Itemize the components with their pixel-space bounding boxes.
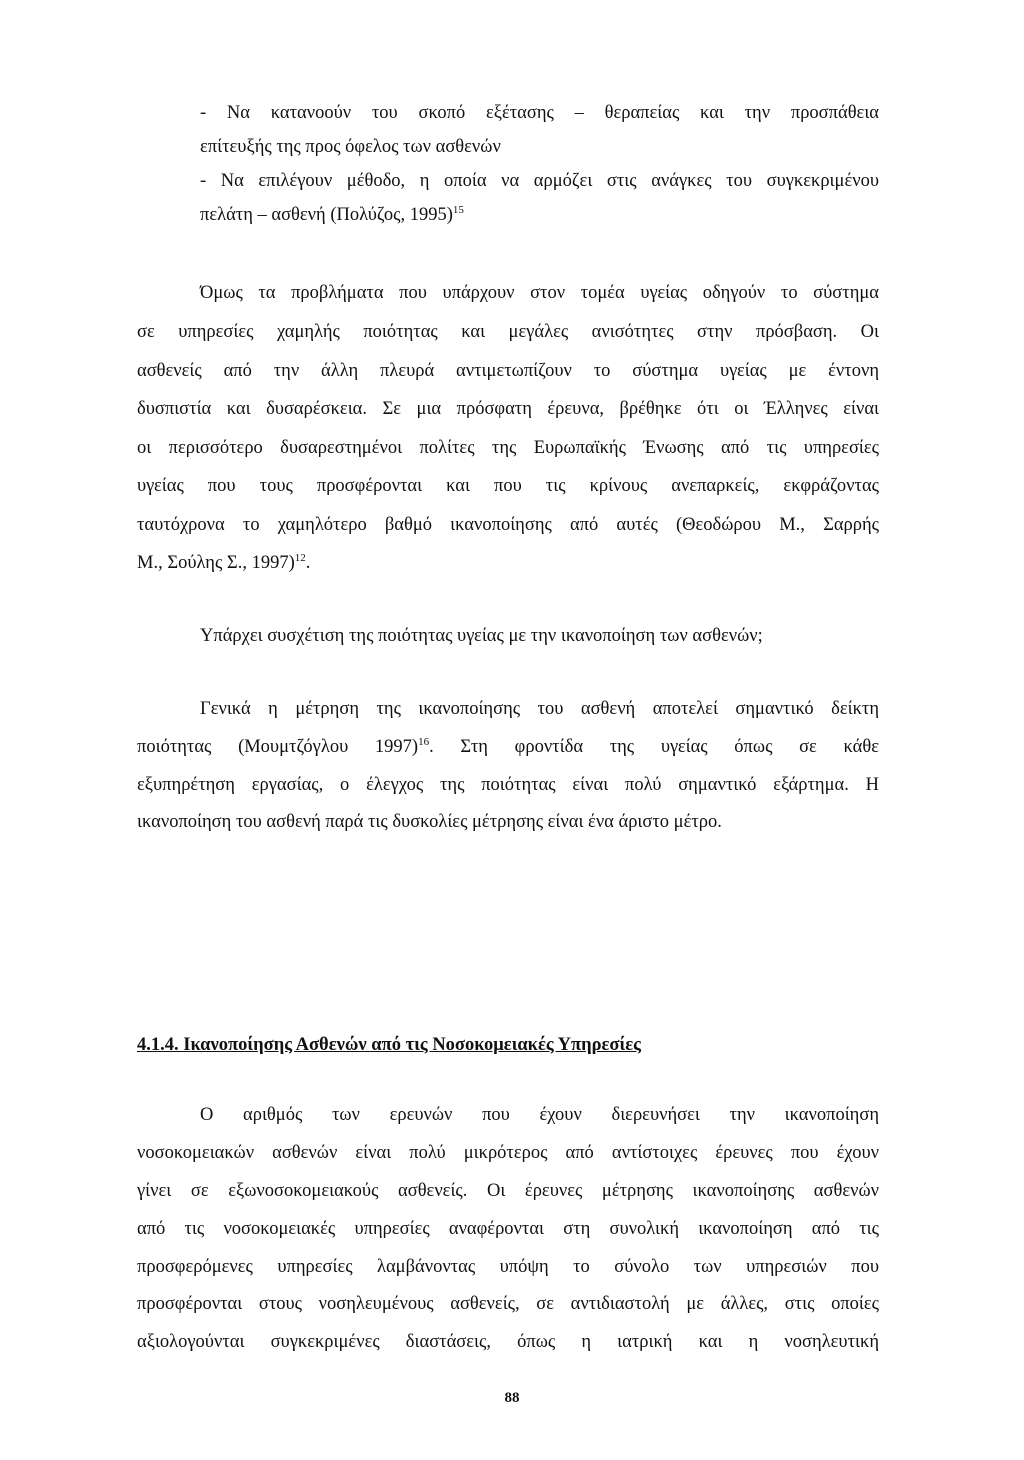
text-line: ταυτόχρονα το χαμηλότερο βαθμό ικανοποίησης από αυτές (Θεοδώρου Μ., Σαρρής (137, 515, 879, 535)
text-line: ασθενείς από την άλλη πλευρά αντιμετωπίζουν το σύστημα υγείας με έντονη (137, 361, 879, 381)
citation-superscript: 16 (418, 735, 430, 748)
text-line: Όμως τα προβλήματα που υπάρχουν στον τομέα υγείας οδηγούν το σύστημα (200, 283, 879, 303)
text-line (200, 203, 942, 227)
question-line: Υπάρχει συσχέτιση της ποιότητας υγείας με την ικανοποίηση των ασθενών; (200, 626, 763, 646)
text-line: εξυπηρέτηση εργασίας, ο έλεγχος της ποιότητας είναι πολύ σημαντικό εξάρτημα. Η (137, 775, 879, 795)
text-span: . Στη φροντίδα της υγείας όπως σε κάθε (429, 737, 880, 757)
text-span: πελάτη – ασθενή (Πολύζος, 1995) (200, 205, 453, 225)
section-heading: 4.1.4. Ικανοποίησης Ασθενών από τις Νοσοκομειακές Υπηρεσίες (137, 1035, 641, 1055)
text-line: δυσπιστία και δυσαρέσκεια. Σε μια πρόσφατη έρευνα, βρέθηκε ότι οι Έλληνες είναι (137, 399, 879, 419)
text-span: Μ., Σούλης Σ., 1997) (137, 553, 295, 573)
text-line: - Να κατανοούν του σκοπό εξέτασης – θεραπείας και την προσπάθεια (200, 103, 879, 123)
text-line (137, 735, 879, 759)
text-line: νοσοκομειακών ασθενών είναι πολύ μικρότερος από αντίστοιχες έρευνες που έχουν (137, 1143, 879, 1163)
text-line: προσφερόμενες υπηρεσίες λαμβάνοντας υπόψη το σύνολο των υπηρεσιών που (137, 1257, 879, 1277)
text-line: υγείας που τους προσφέρονται και που τις κρίνους ανεπαρκείς, εκφράζοντας (137, 476, 879, 496)
text-span: ποιότητας (Μουμτζόγλου 1997) (137, 737, 419, 757)
citation-superscript: 12 (294, 551, 306, 564)
text-line: Ο αριθμός των ερευνών που έχουν διερευνήσει την ικανοποίηση (200, 1105, 879, 1125)
text-line: - Να επιλέγουν μέθοδο, η οποία να αρμόζει στις ανάγκες του συγκεκριμένου (200, 171, 879, 191)
text-line: Γενικά η μέτρηση της ικανοποίησης του ασθενή αποτελεί σημαντικό δείκτη (200, 699, 879, 719)
text-line: αξιολογούνται συγκεκριμένες διαστάσεις, όπως η ιατρική και η νοσηλευτική (137, 1332, 879, 1352)
text-line (137, 551, 879, 575)
page-number: 88 (504, 1390, 520, 1406)
text-line: σε υπηρεσίες χαμηλής ποιότητας και μεγάλες ανισότητες στην πρόσβαση. Οι (137, 322, 879, 342)
text-line: από τις νοσοκομειακές υπηρεσίες αναφέρονται στη συνολική ικανοποίηση από τις (137, 1219, 879, 1239)
text-line: προσφέρονται στους νοσηλευμένους ασθενείς, σε αντιδιαστολή με άλλες, στις οποίες (137, 1294, 879, 1314)
text-span: . (305, 553, 311, 573)
text-line: γίνει σε εξωνοσοκομειακούς ασθενείς. Οι έρευνες μέτρησης ικανοποίησης ασθενών (137, 1181, 879, 1201)
text-line: οι περισσότερο δυσαρεστημένοι πολίτες της Ευρωπαϊκής Ένωσης από τις υπηρεσίες (137, 438, 879, 458)
citation-superscript: 15 (452, 203, 464, 216)
text-line: επίτευξής της προς όφελος των ασθενών (200, 137, 501, 157)
text-line: ικανοποίηση του ασθενή παρά τις δυσκολίες μέτρησης είναι ένα άριστο μέτρο. (137, 812, 722, 832)
